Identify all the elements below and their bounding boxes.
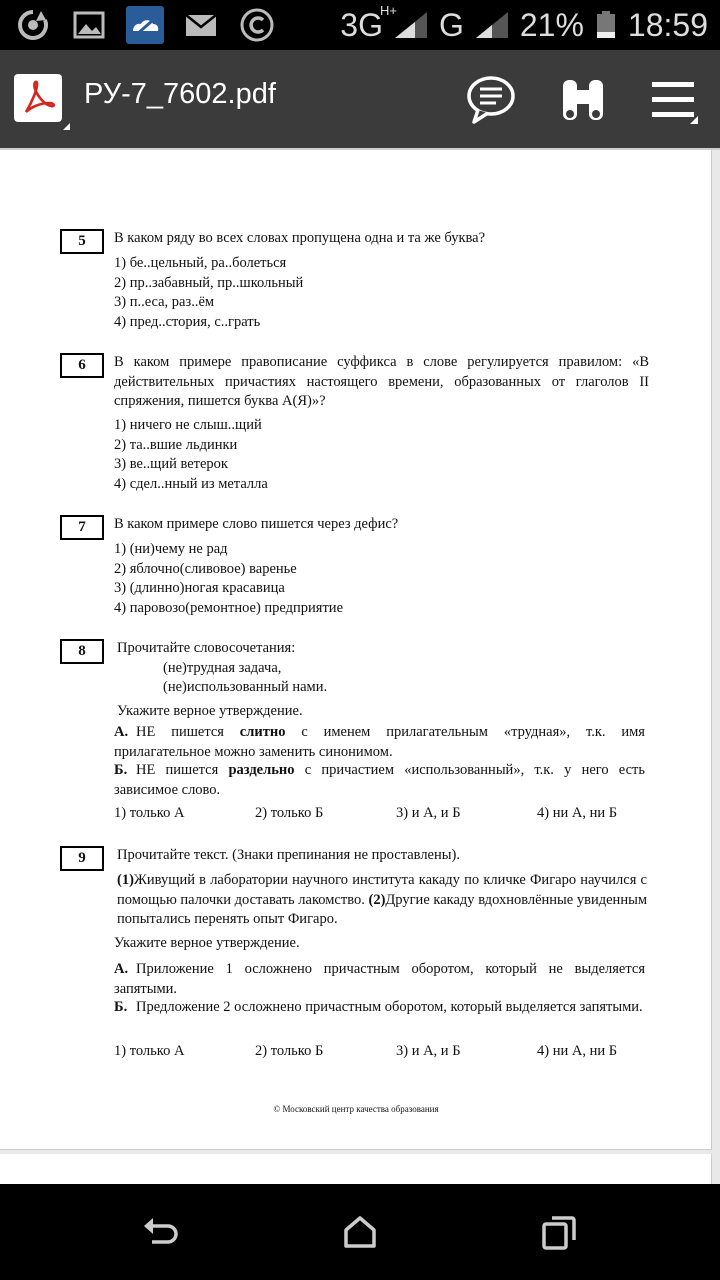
navigation-bar [0, 1184, 720, 1280]
image-icon [70, 6, 108, 44]
system-status [340, 0, 708, 50]
option: 2) пр..забавный, пр..школьный [114, 274, 304, 291]
network-type: 3G H+ [340, 2, 397, 43]
battery-percent: 21% [519, 6, 584, 43]
network-type-2: G [438, 6, 464, 43]
question-number: 5 [60, 229, 104, 254]
options-list [114, 540, 649, 618]
pdf-app-icon[interactable] [14, 74, 62, 122]
statement-a: А. НЕ пишется слитно с именем прилагательным «трудная», т.к. имя прилагательное можно заменить синонимом. [114, 724, 645, 760]
next-pdf-page [0, 1154, 712, 1184]
recents-button[interactable] [538, 1210, 582, 1254]
document-viewer[interactable] [0, 150, 720, 1183]
option: 3) п..еса, раз..ём [114, 294, 215, 310]
option: 3) ве..щий ветерок [114, 456, 228, 472]
answer: 4) ни А, ни Б [537, 1043, 618, 1059]
menu-icon [648, 74, 700, 126]
answer: 2) только Б [255, 805, 324, 821]
option: 4) сдел..нный из металла [114, 475, 268, 492]
answer-choices [114, 1042, 654, 1062]
document-title: РУ-7_7602.pdf [84, 78, 276, 110]
cloud-app-icon [126, 6, 164, 44]
comment-button[interactable] [462, 72, 518, 128]
statement-b: Б. НЕ пишется раздельно с причастием «использованный», т.к. у него есть зависимое слово. [114, 762, 645, 798]
signal-icon [393, 10, 429, 40]
answer: 2) только Б [255, 1043, 324, 1059]
mail-icon [182, 6, 220, 44]
option: 3) (длинно)ногая красавица [114, 580, 285, 596]
recents-icon [540, 1212, 580, 1252]
sync-icon [14, 6, 52, 44]
question-number: 9 [60, 846, 104, 871]
option: 1) ничего не слыш..щий [114, 417, 262, 433]
question-number: 8 [60, 639, 104, 664]
reading-text: (1)Живущий в лаборатории научного института какаду по кличке Фигаро научился с помощью палочки доставать лакомство. (2)Другие какаду вдохновлённые увиденным попытались перенять опыт Фигаро. [117, 872, 647, 927]
option: 4) пред..стория, с..грать [114, 313, 261, 330]
app-bar [0, 50, 720, 150]
option: 4) паровозо(ремонтное) предприятие [114, 599, 344, 616]
pdf-page [0, 150, 712, 1150]
question-text: В каком примере слово пишется через дефис? [114, 516, 399, 532]
question-text: В каком ряду во всех словах пропущена одна и та же буква? [114, 230, 486, 246]
page-footer: © Московский центр качества образования [273, 1104, 439, 1114]
answer: 1) только А [114, 1043, 185, 1059]
back-button[interactable] [138, 1210, 182, 1254]
option: 1) (ни)чему не рад [114, 541, 228, 557]
copyright-app-icon [238, 6, 276, 44]
back-icon [140, 1212, 180, 1252]
option: 2) яблочно(сливовое) варенье [114, 560, 297, 577]
answer: 4) ни А, ни Б [537, 805, 618, 821]
status-bar [0, 0, 720, 50]
question-intro: Прочитайте словосочетания: (не)трудная задача, (не)использованный нами. [117, 639, 652, 698]
signal-icon-2 [474, 10, 510, 40]
phrase: (не)использованный нами. [163, 679, 328, 695]
comment-icon [464, 74, 516, 126]
option: 1) бе..цельный, ра..болеться [114, 255, 287, 271]
phrase: (не)трудная задача, [163, 659, 282, 676]
options-list [114, 254, 649, 332]
menu-button[interactable] [646, 72, 702, 128]
question-intro: Прочитайте текст. (Знаки препинания не проставлены). [117, 847, 460, 863]
question-text: В каком примере правописание суффикса в слове регулируется правилом: «В действительных причастиях настоящего времени, образованных от глаголов II спряжения, пишется буква А(Я)»? [114, 354, 649, 409]
clock: 18:59 [627, 6, 708, 43]
answer-choices [114, 804, 654, 824]
option: 2) та..вшие льдинки [114, 436, 238, 453]
home-button[interactable] [338, 1210, 382, 1254]
search-button[interactable] [555, 72, 611, 128]
battery-icon [594, 10, 618, 40]
answer: 3) и А, и Б [396, 805, 461, 821]
answer: 1) только А [114, 805, 185, 821]
home-icon [340, 1212, 380, 1252]
question-prompt: Укажите верное утверждение. [117, 703, 303, 719]
notification-icons [14, 6, 276, 44]
question-number: 7 [60, 515, 104, 540]
statement-a: А. Приложение 1 осложнено причастным оборотом, который не выделяется запятыми. [114, 961, 645, 997]
answer: 3) и А, и Б [396, 1043, 461, 1059]
statement-b: Б. Предложение 2 осложнено причастным оборотом, который выделяется запятыми. [114, 999, 643, 1015]
question-number: 6 [60, 353, 104, 378]
binoculars-icon [557, 74, 609, 126]
question-prompt: Укажите верное утверждение. [114, 935, 300, 951]
options-list [114, 416, 649, 494]
